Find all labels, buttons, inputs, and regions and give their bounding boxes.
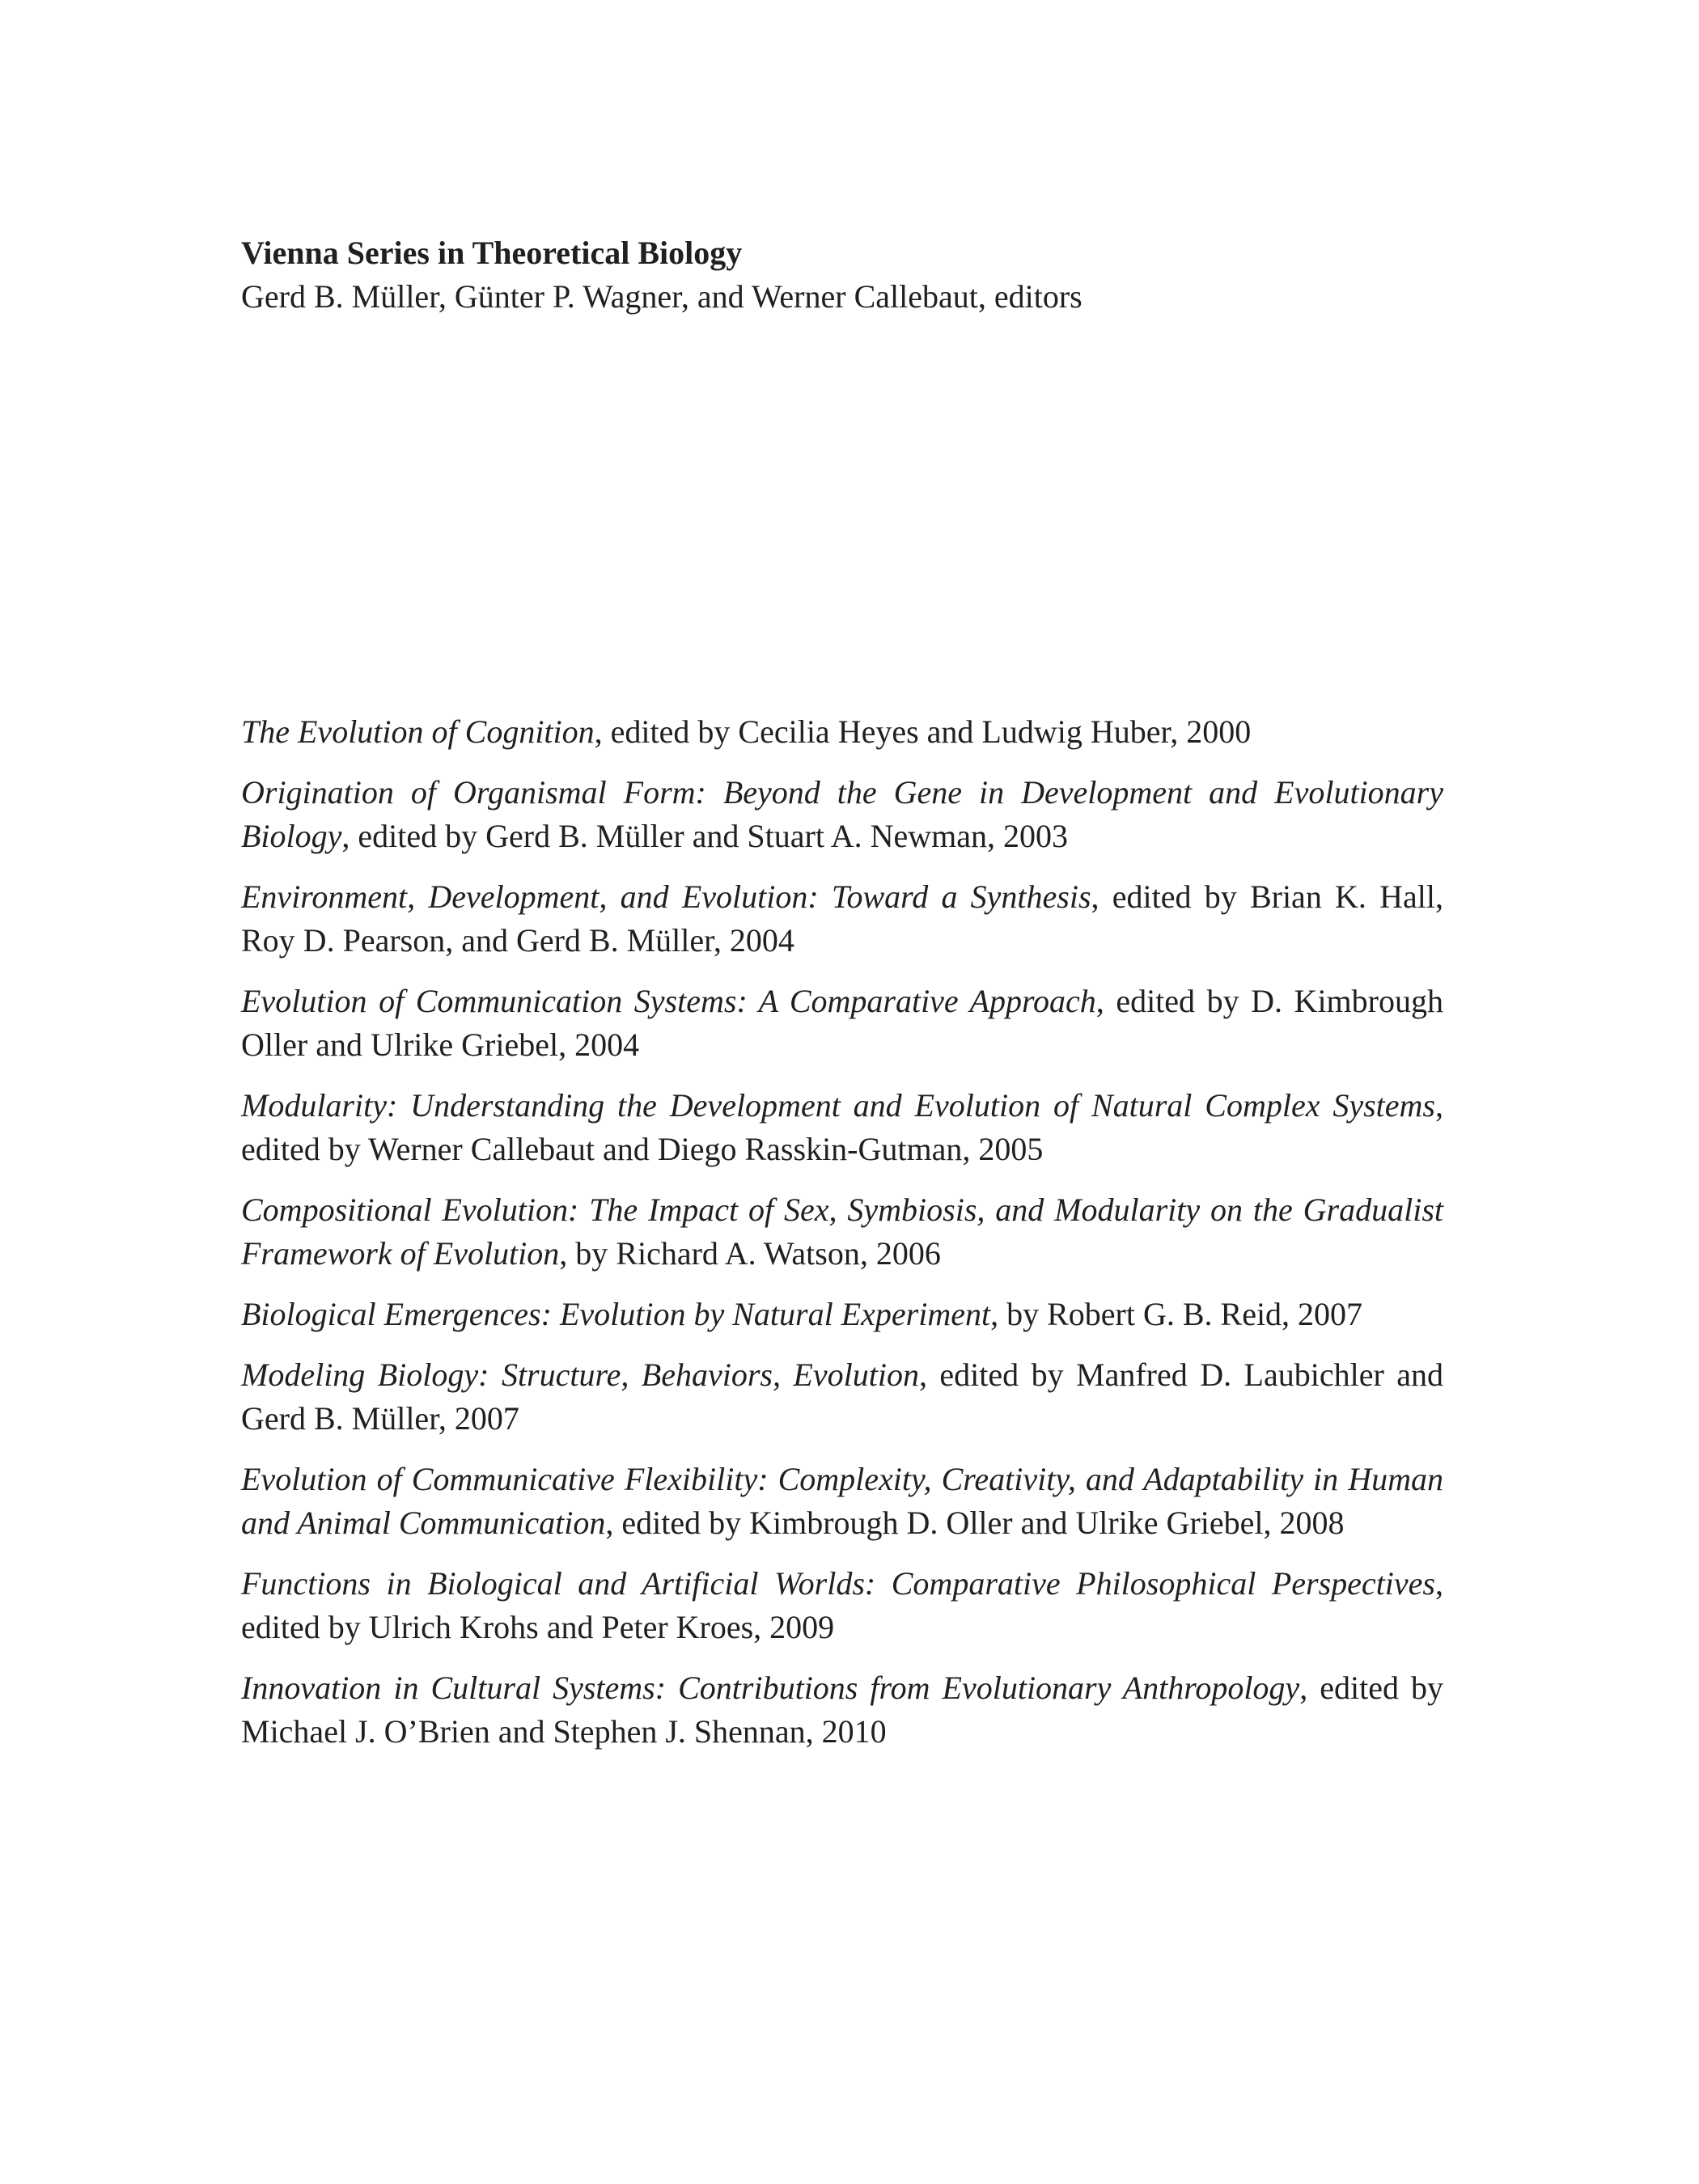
book-credit: , by Robert G. B. Reid, 2007 (990, 1296, 1363, 1332)
book-entry (241, 980, 1443, 1067)
book-credit: , edited by D. Kimbrough Oller and Ulrike Griebel, 2004 (241, 983, 1443, 1063)
book-credit: , edited by Michael J. O’Brien and Stephen J. Shennan, 2010 (241, 1670, 1443, 1750)
book-entry (241, 1293, 1443, 1336)
book-credit: , edited by Werner Callebaut and Diego Rasskin-Gutman, 2005 (241, 1087, 1443, 1167)
book-title: Compositional Evolution: The Impact of Sex, Symbiosis, and Modularity on the Gradualist Framework of Evolution (241, 1191, 1443, 1272)
book-entry (241, 1353, 1443, 1441)
book-entry (241, 1458, 1443, 1545)
book-entry (241, 1562, 1443, 1649)
book-title: Modeling Biology: Structure, Behaviors, Evolution (241, 1357, 919, 1393)
book-entry (241, 771, 1443, 858)
book-title: Origination of Organismal Form: Beyond the Gene in Development and Evolutionary Biology (241, 774, 1443, 854)
book-title: The Evolution of Cognition (241, 713, 595, 750)
book-entry (241, 875, 1443, 963)
book-title: Innovation in Cultural Systems: Contributions from Evolutionary Anthropology (241, 1670, 1300, 1706)
book-title: Biological Emergences: Evolution by Natural Experiment (241, 1296, 991, 1332)
book-credit: , edited by Gerd B. Müller and Stuart A. Newman, 2003 (341, 818, 1069, 854)
book-title: Evolution of Communicative Flexibility: Complexity, Creativity, and Adaptability in Human and Animal Communication (241, 1461, 1443, 1541)
book-credit: , edited by Ulrich Krohs and Peter Kroes, 2009 (241, 1565, 1443, 1645)
book-entry (241, 1084, 1443, 1171)
book-credit: , edited by Kimbrough D. Oller and Ulrike Griebel, 2008 (605, 1505, 1345, 1541)
book-credit: , by Richard A. Watson, 2006 (559, 1235, 941, 1272)
book-list (241, 710, 1443, 1771)
book-title: Functions in Biological and Artificial Worlds: Comparative Philosophical Perspectives (241, 1565, 1435, 1602)
series-editors: Gerd B. Müller, Günter P. Wagner, and Werner Callebaut, editors (241, 278, 1083, 315)
series-header (241, 231, 1455, 319)
book-title: Evolution of Communication Systems: A Comparative Approach (241, 983, 1096, 1019)
book-credit: , edited by Cecilia Heyes and Ludwig Huber, 2000 (594, 713, 1252, 750)
book-entry (241, 1188, 1443, 1276)
book-entry (241, 710, 1443, 754)
book-credit: , edited by Manfred D. Laubichler and Gerd B. Müller, 2007 (241, 1357, 1443, 1437)
book-title: Environment, Development, and Evolution: Toward a Synthesis (241, 878, 1091, 915)
series-title: Vienna Series in Theoretical Biology (241, 235, 743, 271)
book-title: Modularity: Understanding the Development and Evolution of Natural Complex Systems (241, 1087, 1435, 1124)
book-credit: , edited by Brian K. Hall, Roy D. Pearson, and Gerd B. Müller, 2004 (241, 878, 1444, 959)
book-entry (241, 1666, 1443, 1754)
